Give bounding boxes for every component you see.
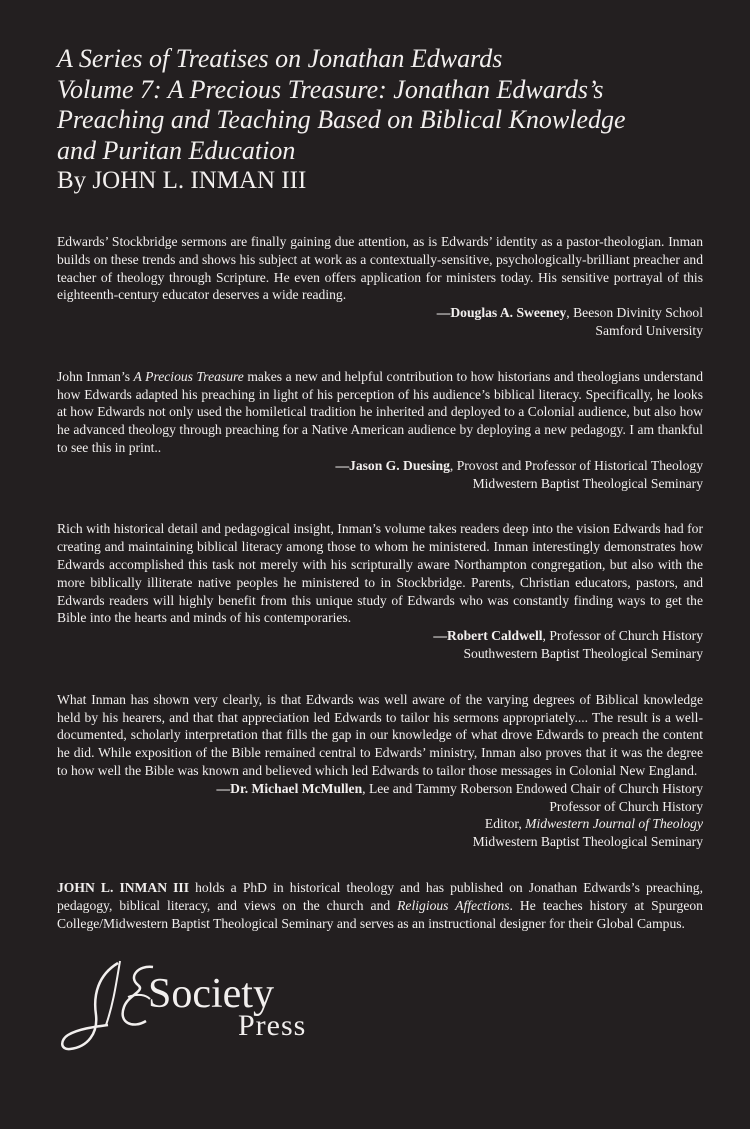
series-title: A Series of Treatises on Jonathan Edwards	[57, 44, 503, 73]
endorser-name: —Dr. Michael McMullen	[216, 780, 363, 796]
endorsement-attribution: —Jason G. Duesing, Provost and Professor of Historical Theology Midwestern Baptist Theological Seminary	[335, 457, 703, 491]
volume-title-line: Volume 7: A Precious Treasure: Jonathan Edwards’s	[57, 74, 604, 104]
endorsement-attribution: —Douglas A. Sweeney, Beeson Divinity School Samford University	[436, 305, 703, 338]
author-bio: JOHN L. INMAN III holds a PhD in historical theology and has published on Jonathan Edwards’s preaching, pedagogy, biblical literacy, and views on the church and Religious Affections. He teaches history at Spurgeon College/Midwestern Baptist Theological Seminary and serves as an instructional designer for their Global Campus.	[57, 879, 703, 931]
author-byline: By JOHN L. INMAN III	[57, 167, 307, 194]
logo-press: Press	[238, 1009, 307, 1042]
endorser-name: —Douglas A. Sweeney	[436, 305, 567, 321]
endorser-name: —Robert Caldwell	[433, 628, 543, 644]
endorsement-text: What Inman has shown very clearly, is that Edwards was well aware of the varying degrees of Biblical knowledge held by his hearers, and that that appreciation led Edwards to tailor his sermons appropriately.... The result is a well-documented, scholarly interpretation that fills the gap in our knowledge of what drove Edwards to preach the content he did. While exposition of the Bible remained central to Edwards’ ministry, Inman also proves that it was the degree to how well the Bible was known and believed which led Edwards to tailor those messages in Colonial New England.	[57, 691, 703, 778]
volume-title-line: and Puritan Education	[57, 135, 296, 165]
cover-title-block	[57, 44, 727, 197]
endorser-name: —Jason G. Duesing	[335, 457, 450, 473]
endorsement-attribution: —Dr. Michael McMullen, Lee and Tammy Roberson Endowed Chair of Church History Professor of Church History Editor, Midwestern Journal of Theology Midwestern Baptist Theological Seminary	[216, 780, 703, 850]
endorsement-text: Rich with historical detail and pedagogical insight, Inman’s volume takes readers deep into the vision Edwards had for creating and maintaining biblical literacy among those to whom he ministered. Inman interestingly demonstrates how Edwards accomplished this task not merely with his scripturally aware Northampton congregation, but also with the more biblically illiterate native peoples he ministered to in Stockbridge. Parents, Christian educators, pastors, and Edwards readers will highly benefit from this unique study of Edwards who was constantly finding ways to get the Bible into the hearts and minds of his contemporaries.	[57, 521, 703, 626]
volume-title-line: Preaching and Teaching Based on Biblical Knowledge	[57, 105, 626, 134]
logo-society: Society	[148, 971, 274, 1017]
endorsement-text: Edwards’ Stockbridge sermons are finally gaining due attention, as is Edwards’ identity as a pastor-theologian. Inman builds on these trends and shows his subject at work as a contextually-sensitive, psychologically-brilliant preacher and teacher of theology through Scripture. He even offers application for ministers today. His sensitive portrayal of this eighteenth-century educator deserves a wide reading.	[57, 234, 703, 303]
endorsement-text: John Inman’s A Precious Treasure makes a new and helpful contribution to how historians and theologians understand how Edwards adapted his preaching in light of his perception of his audience’s biblical literacy. Specifically, he looks at how Edwards not only used the homiletical tradition he inherited and deployed to a Colonial audience, but also how he advanced theology through preaching for a Native American audience by deploying a new pedagogy. I am thankful to see this in print..	[57, 368, 703, 455]
endorsements	[57, 233, 703, 932]
endorsement-attribution: —Robert Caldwell, Professor of Church History Southwestern Baptist Theological Seminary	[433, 628, 703, 661]
